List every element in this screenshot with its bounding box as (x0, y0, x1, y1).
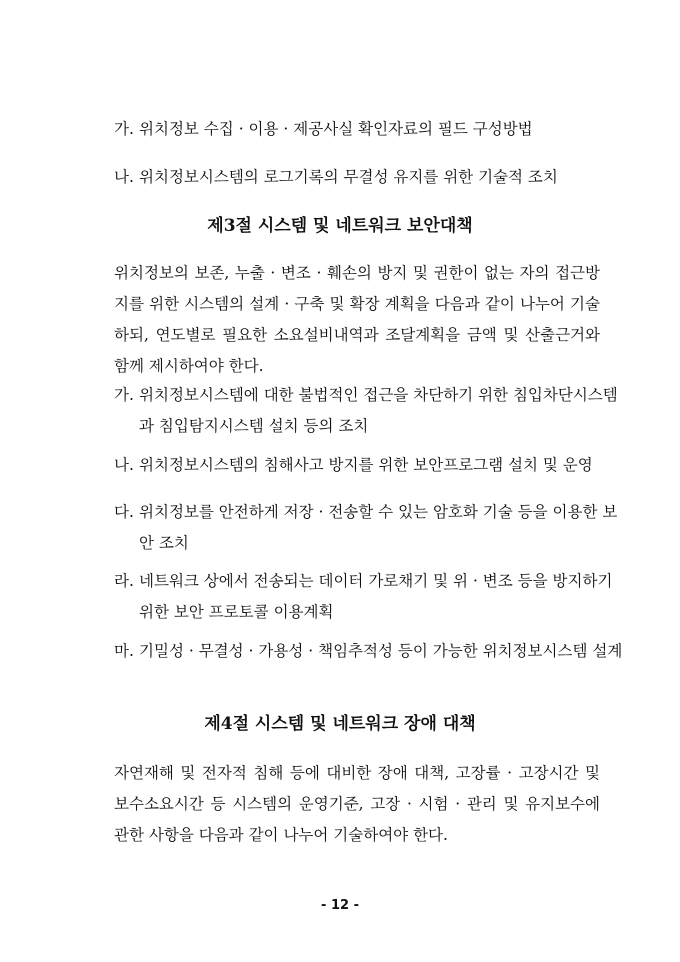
section-heading: 제3절 시스템 및 네트워크 보안대책 (207, 216, 473, 236)
list-item-text: 위치정보를 안전하게 저장 · 전송할 수 있는 암호화 기술 등을 이용한 보안 조치 (139, 503, 618, 552)
list-item-text: 위치정보시스템의 로그기록의 무결성 유지를 위한 기술적 조치 (139, 168, 558, 186)
section-heading: 제4절 시스템 및 네트워크 장애 대책 (204, 714, 476, 734)
list-item-text: 위치정보시스템의 침해사고 방지를 위한 보안프로그램 설치 및 운영 (139, 456, 593, 474)
section-paragraph: 위치정보의 보존, 누출 · 변조 · 훼손의 방지 및 권한이 없는 자의 접근방지를 위한 시스템의 설계 · 구축 및 확장 계획을 다음과 같이 나누어 기술하되, 연도별로 필요한 소요설비내역과 조달계획을 금액 및 산출근거와 함께 제시하여야 한다. (114, 264, 600, 375)
list-item (114, 114, 625, 145)
list-item (114, 497, 625, 559)
list-item (114, 450, 625, 481)
list-item-text: 위치정보시스템에 대한 불법적인 접근을 차단하기 위한 침입차단시스템과 침입탐지시스템 설치 등의 조치 (139, 386, 618, 435)
list-marker: 가. (114, 120, 134, 138)
list-item (114, 566, 625, 628)
list-marker: 나. (114, 456, 134, 474)
list-item (114, 162, 625, 193)
section-paragraph: 자연재해 및 전자적 침해 등에 대비한 장애 대책, 고장률 · 고장시간 및 보수소요시간 등 시스템의 운영기준, 고장 · 시험 · 관리 및 유지보수에 관한 사항을 다음과 같이 나누어 기술하여야 한다. (114, 764, 600, 844)
list-item (114, 636, 625, 667)
list-marker: 다. (114, 503, 134, 521)
list-marker: 나. (114, 168, 134, 186)
page-number: - 12 - (321, 898, 359, 913)
list-item-text: 네트워크 상에서 전송되는 데이터 가로채기 및 위 · 변조 등을 방지하기 위한 보안 프로토콜 이용계획 (139, 572, 613, 621)
list-item (114, 380, 625, 442)
list-marker: 라. (114, 572, 134, 590)
list-item-text: 기밀성 · 무결성 · 가용성 · 책임추적성 등이 가능한 위치정보시스템 설계 (139, 642, 623, 660)
list-marker: 마. (114, 642, 134, 660)
list-marker: 가. (114, 386, 134, 404)
list-item-text: 위치정보 수집 · 이용 · 제공사실 확인자료의 필드 구성방법 (139, 120, 533, 138)
